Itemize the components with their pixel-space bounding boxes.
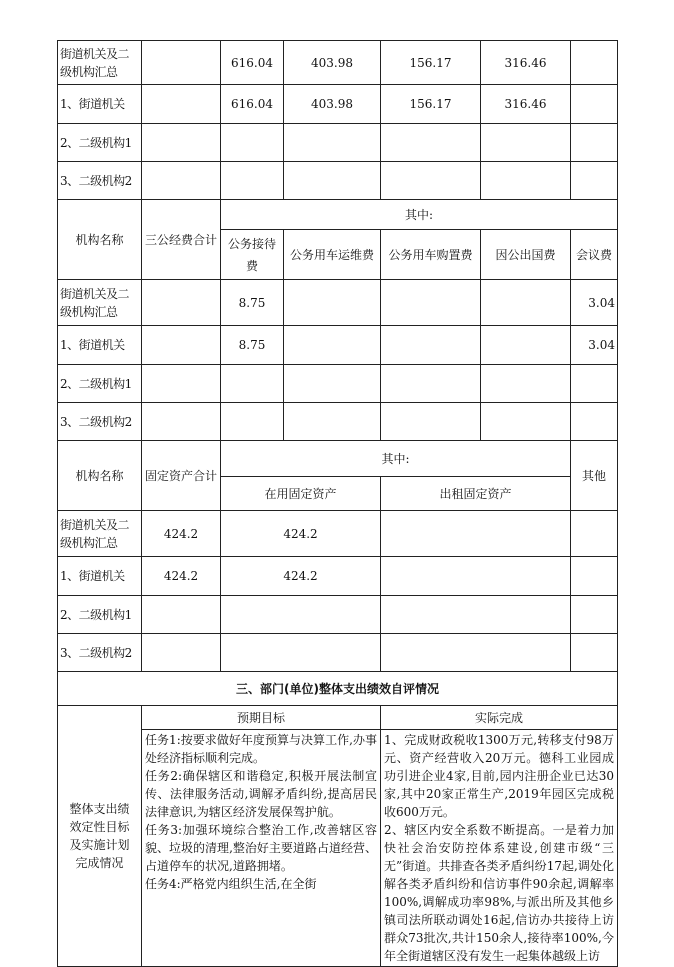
empty-cell [142, 596, 221, 634]
expected-task-4: 任务4:严格党内组织生活,在全街 [145, 877, 317, 891]
value-cell [381, 557, 571, 596]
empty-cell [221, 365, 284, 403]
value-cell [142, 326, 221, 365]
value-cell [571, 511, 618, 557]
col-actual-header: 实际完成 [381, 706, 618, 730]
table-row [58, 634, 618, 672]
header-of-which: 其中: [221, 441, 571, 477]
value-cell [381, 280, 481, 326]
table-row [58, 162, 618, 200]
empty-cell [284, 365, 381, 403]
table-row [58, 124, 618, 162]
value-cell [284, 280, 381, 326]
header-other: 其他 [571, 441, 618, 511]
row-label-performance: 整体支出绩效定性目标及实施计划完成情况 [58, 706, 142, 967]
empty-cell [481, 365, 571, 403]
section-content-row [58, 730, 618, 967]
empty-cell [221, 162, 284, 200]
empty-cell [284, 124, 381, 162]
value-cell: 156.17 [381, 85, 481, 124]
empty-cell [142, 124, 221, 162]
expected-task-3: 任务3:加强环境综合整治工作,改善辖区容貌、垃圾的清理,整治好主要道路占道经营、占道停车的状况,道路拥堵。 [145, 823, 377, 873]
empty-cell [381, 403, 481, 441]
header-vehicle-purchase: 公务用车购置费 [381, 230, 481, 280]
header-abroad: 因公出国费 [481, 230, 571, 280]
table-header-row [58, 441, 618, 477]
value-cell: 316.46 [481, 85, 571, 124]
header-leased: 出租固定资产 [381, 477, 571, 511]
empty-cell [571, 634, 618, 672]
value-cell: 3.04 [571, 326, 618, 365]
value-cell [381, 511, 571, 557]
org-name-cell: 1、街道机关 [58, 85, 142, 124]
value-cell [571, 85, 618, 124]
org-name-cell: 街道机关及二级机构汇总 [58, 41, 142, 85]
org-name-cell: 3、二级机构2 [58, 162, 142, 200]
org-name-cell: 3、二级机构2 [58, 634, 142, 672]
table-row [58, 403, 618, 441]
table-row [58, 85, 618, 124]
value-cell: 616.04 [221, 41, 284, 85]
value-cell [381, 326, 481, 365]
value-cell [481, 280, 571, 326]
section-header-row [58, 706, 618, 730]
table-row [58, 596, 618, 634]
header-org-name: 机构名称 [58, 200, 142, 280]
header-total: 三公经费合计 [142, 200, 221, 280]
expected-task-1: 任务1:按要求做好年度预算与决算工作,办事处经济指标顺利完成。 [145, 733, 377, 765]
value-cell: 8.75 [221, 280, 284, 326]
org-name-cell: 街道机关及二级机构汇总 [58, 511, 142, 557]
empty-cell [571, 365, 618, 403]
empty-cell [221, 403, 284, 441]
actual-item-2: 2、辖区内安全系数不断提高。一是着力加快社会治安防控体系建设,创建市级“三无”街道。共排查各类矛盾纠纷17起,调处化解各类矛盾纠纷和信访事件90余起,调解率100%,调解成功率98%,与派出所及其他乡镇司法所联动调处16起,信访办共接待上访群众73批次,共计150余人,接待率100%,今年全街道辖区没有发生一起集体越级上访 [384, 823, 614, 963]
org-name-cell: 2、二级机构1 [58, 365, 142, 403]
header-meeting: 会议费 [571, 230, 618, 280]
empty-cell [381, 162, 481, 200]
value-cell [284, 326, 381, 365]
empty-cell [571, 124, 618, 162]
empty-cell [571, 596, 618, 634]
value-cell: 403.98 [284, 41, 381, 85]
col-expected-header: 预期目标 [142, 706, 381, 730]
empty-cell [142, 41, 221, 85]
header-vehicle-maint: 公务用车运维费 [284, 230, 381, 280]
table-row [58, 326, 618, 365]
expected-task-2: 任务2:确保辖区和谐稳定,积极开展法制宣传、法律服务活动,调解矛盾纠纷,提高居民法律意识,为辖区经济发展保驾护航。 [145, 769, 377, 819]
empty-cell [142, 85, 221, 124]
header-total: 固定资产合计 [142, 441, 221, 511]
empty-cell [571, 403, 618, 441]
value-cell: 424.2 [221, 557, 381, 596]
empty-cell [381, 634, 571, 672]
org-name-cell: 1、街道机关 [58, 557, 142, 596]
value-cell: 616.04 [221, 85, 284, 124]
empty-cell [221, 596, 381, 634]
header-of-which: 其中: [221, 200, 618, 230]
header-reception: 公务接待费 [221, 230, 284, 280]
value-cell [142, 280, 221, 326]
org-name-cell: 街道机关及二级机构汇总 [58, 280, 142, 326]
table-row [58, 365, 618, 403]
table-header-row [58, 200, 618, 230]
header-org-name: 机构名称 [58, 441, 142, 511]
org-name-cell: 1、街道机关 [58, 326, 142, 365]
value-cell: 8.75 [221, 326, 284, 365]
value-cell: 424.2 [221, 511, 381, 557]
value-cell [481, 326, 571, 365]
budget-table [57, 40, 618, 967]
table-row [58, 280, 618, 326]
org-name-cell: 2、二级机构1 [58, 124, 142, 162]
value-cell: 3.04 [571, 280, 618, 326]
empty-cell [284, 162, 381, 200]
section-title-row [58, 672, 618, 706]
header-in-use: 在用固定资产 [221, 477, 381, 511]
empty-cell [142, 365, 221, 403]
section-title: 三、部门(单位)整体支出绩效自评情况 [58, 672, 618, 706]
value-cell: 316.46 [481, 41, 571, 85]
actual-item-1: 1、完成财政税收1300万元,转移支付98万元、资产经营收入20万元。德科工业园成功引进企业4家,目前,园内注册企业已达30家,其中20家正常生产,2019年园区完成税收600万元。 [384, 733, 614, 819]
empty-cell [481, 124, 571, 162]
empty-cell [142, 403, 221, 441]
empty-cell [142, 162, 221, 200]
empty-cell [221, 634, 381, 672]
org-name-cell: 2、二级机构1 [58, 596, 142, 634]
empty-cell [221, 124, 284, 162]
empty-cell [284, 403, 381, 441]
table-row [58, 557, 618, 596]
empty-cell [142, 634, 221, 672]
value-cell [571, 41, 618, 85]
value-cell: 424.2 [142, 511, 221, 557]
value-cell: 156.17 [381, 41, 481, 85]
value-cell: 424.2 [142, 557, 221, 596]
actual-results-cell [381, 730, 618, 967]
expected-goals-cell [142, 730, 381, 967]
value-cell: 403.98 [284, 85, 381, 124]
empty-cell [481, 403, 571, 441]
table-row [58, 511, 618, 557]
value-cell [571, 557, 618, 596]
empty-cell [481, 162, 571, 200]
empty-cell [381, 596, 571, 634]
empty-cell [381, 124, 481, 162]
empty-cell [571, 162, 618, 200]
table-row [58, 41, 618, 85]
empty-cell [381, 365, 481, 403]
org-name-cell: 3、二级机构2 [58, 403, 142, 441]
